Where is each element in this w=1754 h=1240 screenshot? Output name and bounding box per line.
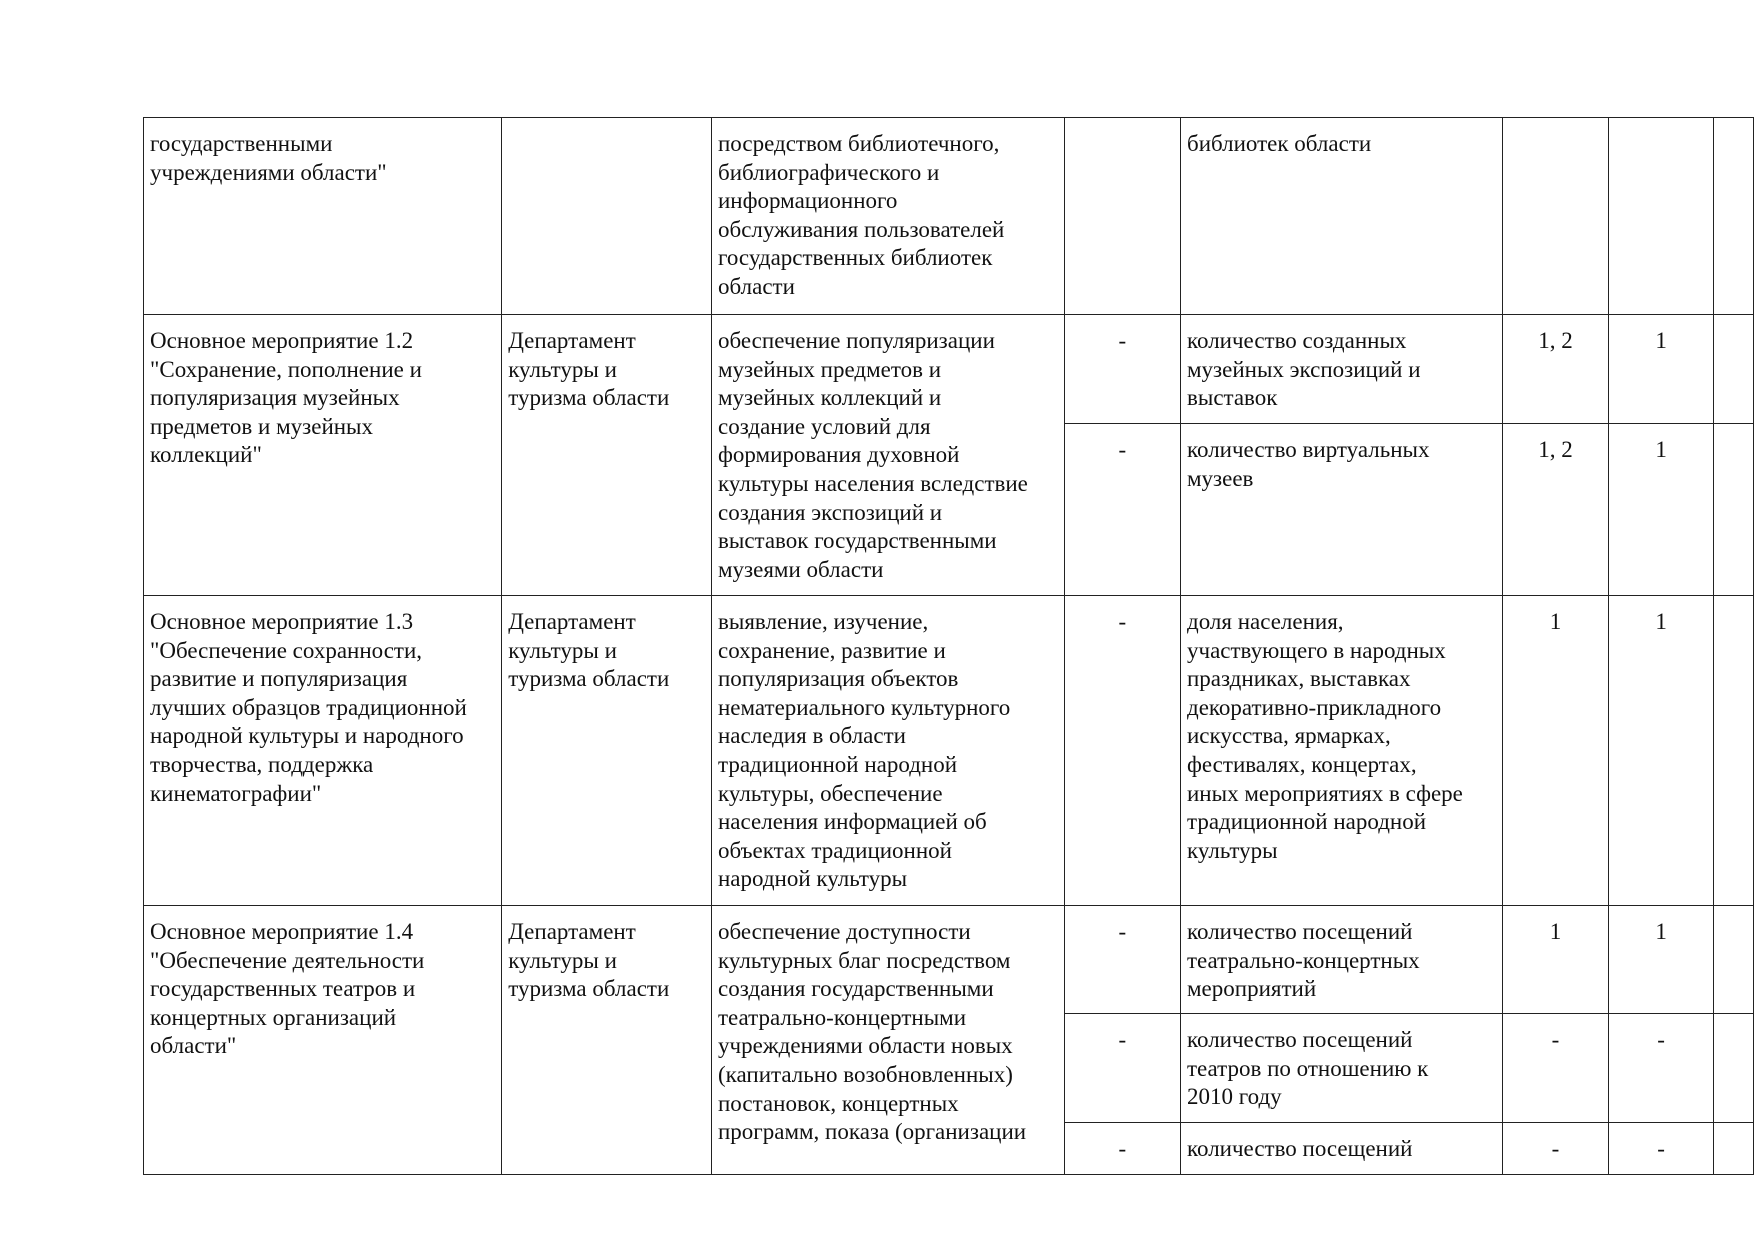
clipped-cell xyxy=(1714,1014,1754,1123)
table-row xyxy=(144,118,1754,315)
clipped-cell xyxy=(1714,118,1754,315)
clipped-cell xyxy=(1714,315,1754,424)
value-cell: 1 xyxy=(1608,596,1714,906)
value-cell: - xyxy=(1608,1014,1714,1123)
clipped-cell xyxy=(1714,1123,1754,1175)
table-row xyxy=(144,596,1754,906)
clipped-cell xyxy=(1714,596,1754,906)
mark-cell xyxy=(1064,118,1180,315)
value-cell: 1 xyxy=(1608,906,1714,1014)
measure-cell: Основное мероприятие 1.4 "Обеспечение деятельности государственных театров и концертных организаций области" xyxy=(144,906,502,1175)
measure-cell: Основное мероприятие 1.3 "Обеспечение сохранности, развитие и популяризация лучших образцов традиционной народной культуры и народного творчества, поддержка кинематографии" xyxy=(144,596,502,906)
table-row xyxy=(144,315,1754,424)
result-cell: обеспечение доступности культурных благ посредством создания государственными театрально-концертными учреждениями области новых (капитально возобновленных) постановок, концертных программ, показа (организации xyxy=(712,906,1065,1175)
indicator-cell: количество созданных музейных экспозиций и выставок xyxy=(1181,315,1503,424)
mark-cell: - xyxy=(1064,424,1180,596)
value-cell: 1 xyxy=(1503,906,1609,1014)
value-cell: 1, 2 xyxy=(1503,315,1609,424)
value-cell: 1 xyxy=(1608,315,1714,424)
value-cell: - xyxy=(1503,1014,1609,1123)
value-cell xyxy=(1608,118,1714,315)
indicator-cell: библиотек области xyxy=(1181,118,1503,315)
indicator-cell: количество посещений xyxy=(1181,1123,1503,1175)
mark-cell: - xyxy=(1064,1123,1180,1175)
value-cell xyxy=(1503,118,1609,315)
clipped-cell xyxy=(1714,424,1754,596)
result-cell: посредством библиотечного, библиографического и информационного обслуживания пользователей государственных библиотек области xyxy=(712,118,1065,315)
clipped-cell xyxy=(1714,906,1754,1014)
executor-cell xyxy=(502,118,712,315)
value-cell: 1 xyxy=(1608,424,1714,596)
measure-cell: государственными учреждениями области" xyxy=(144,118,502,315)
mark-cell: - xyxy=(1064,1014,1180,1123)
mark-cell: - xyxy=(1064,315,1180,424)
value-cell: - xyxy=(1503,1123,1609,1175)
table-row xyxy=(144,906,1754,1014)
executor-cell: Департамент культуры и туризма области xyxy=(502,906,712,1175)
indicator-cell: количество виртуальных музеев xyxy=(1181,424,1503,596)
measure-cell: Основное мероприятие 1.2 "Сохранение, пополнение и популяризация музейных предметов и музейных коллекций" xyxy=(144,315,502,596)
indicator-cell: доля населения, участвующего в народных праздниках, выставках декоративно-прикладного искусства, ярмарках, фестивалях, концертах, иных мероприятиях в сфере традиционной народной культуры xyxy=(1181,596,1503,906)
program-measures-table xyxy=(143,117,1754,1175)
executor-cell: Департамент культуры и туризма области xyxy=(502,596,712,906)
indicator-cell: количество посещений театров по отношению к 2010 году xyxy=(1181,1014,1503,1123)
mark-cell: - xyxy=(1064,906,1180,1014)
mark-cell: - xyxy=(1064,596,1180,906)
result-cell: обеспечение популяризации музейных предметов и музейных коллекций и создание условий для формирования духовной культуры населения вследствие создания экспозиций и выставок государственными музеями области xyxy=(712,315,1065,596)
value-cell: - xyxy=(1608,1123,1714,1175)
value-cell: 1 xyxy=(1503,596,1609,906)
value-cell: 1, 2 xyxy=(1503,424,1609,596)
result-cell: выявление, изучение, сохранение, развитие и популяризация объектов нематериального культурного наследия в области традиционной народной культуры, обеспечение населения информацией об объектах традиционной народной культуры xyxy=(712,596,1065,906)
indicator-cell: количество посещений театрально-концертных мероприятий xyxy=(1181,906,1503,1014)
executor-cell: Департамент культуры и туризма области xyxy=(502,315,712,596)
